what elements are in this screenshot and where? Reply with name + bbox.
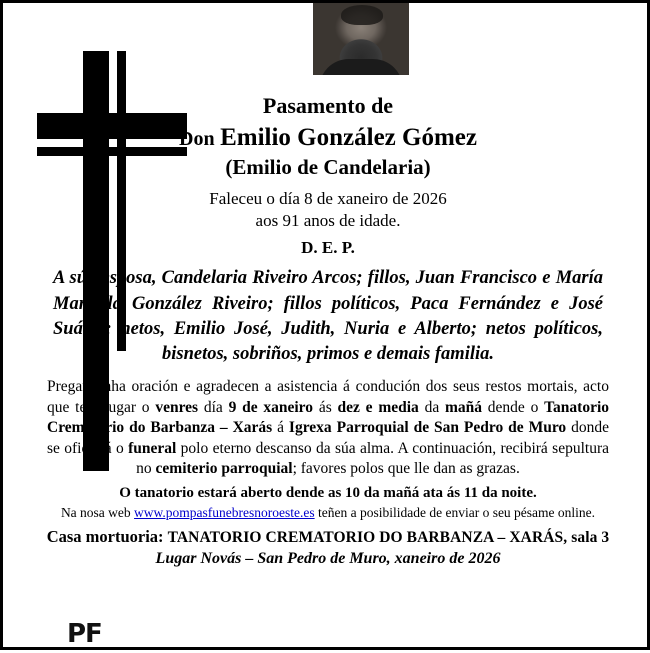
body-emphasis: dez e media [337, 398, 419, 416]
body-text-run: Pregan unha oración e agradecen a asistencia á condución dos seus restos mortais, acto que terá lugar o [47, 377, 609, 416]
body-emphasis: 9 de xaneiro [228, 398, 314, 416]
deceased-alias: (Emilio de Candelaria) [225, 155, 431, 180]
body-emphasis: funeral [128, 439, 177, 457]
body-text-run: da [418, 398, 445, 416]
honorific: Don [179, 127, 215, 150]
dep-line: D. E. P. [301, 238, 355, 258]
funeral-details-text [47, 377, 609, 480]
body-text-run: ; favores polos que lle dan as grazas. [292, 460, 520, 478]
body-emphasis: Tanatorio Crematorio do Barbanza – Xarás [47, 398, 610, 437]
web-prefix: Na nosa web [60, 505, 135, 521]
deceased-name: Emilio González Gómez [220, 123, 477, 151]
body-text-run: ás [313, 398, 338, 416]
body-text-run: donde se oficiará o [47, 419, 609, 457]
heading-pasamento: Pasamento de [262, 93, 394, 118]
body-emphasis: Igrexa Parroquial de San Pedro de Muro [288, 419, 567, 437]
funeral-home-logo [67, 619, 187, 653]
deceased-name-row [19, 123, 637, 153]
body-emphasis: cemiterio parroquial [155, 460, 293, 478]
family-list: A súa esposa, Candelaria Riveiro Arcos; fillos, Juan Francisco e María Manuela González Riveiro; fillos políticos, Paca Fernández e José Suárez; netos, Emilio José, Judith, Nuria e Alberto; netos políticos, bisnetos, sobriños, primos e demais familia. [53, 268, 603, 364]
mortuary-line [35, 527, 621, 547]
body-emphasis: mañá [444, 398, 483, 416]
condolences-web-line [47, 505, 609, 521]
body-text-run: polo eterno descanso da súa alma. A continuación, recibirá sepultura no [136, 439, 609, 478]
logo-glyph: PF [67, 619, 102, 649]
body-text-run: á [272, 419, 289, 437]
age-line: aos 91 anos de idade. [255, 211, 401, 231]
place-and-date: Lugar Novás – San Pedro de Muro, xaneiro de 2026 [155, 550, 501, 568]
notice-content [3, 3, 650, 568]
body-text-run: día [198, 398, 229, 416]
body-emphasis: venres [155, 398, 199, 416]
death-date-line: Faleceu o día 8 de xaneiro de 2026 [209, 189, 447, 209]
mortuary-value: TANATORIO CREMATORIO DO BARBANZA – XARÁS, sala 3 [167, 529, 610, 547]
web-suffix: teñen a posibilidade de enviar o seu pésame online. [314, 505, 596, 521]
mortuary-label: Casa mortuoria: [46, 527, 164, 547]
opening-hours-line: O tanatorio estará aberto dende as 10 da mañá ata ás 11 da noite. [119, 485, 537, 502]
body-text-run: dende o [482, 398, 545, 416]
condolences-link[interactable]: www.pompasfunebresnoroeste.es [134, 505, 315, 521]
